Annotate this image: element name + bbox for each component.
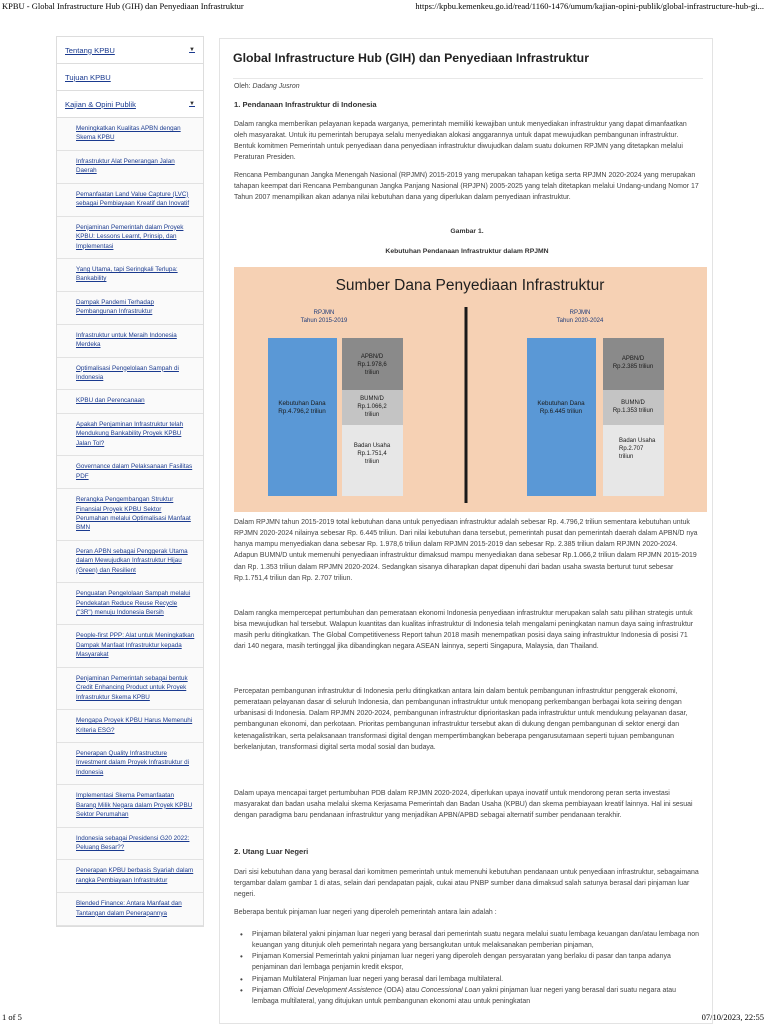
author-line bbox=[234, 81, 700, 92]
print-date: 07/10/2023, 22:55 bbox=[701, 1012, 764, 1022]
sidebar-link-item[interactable]: Penerapan Quality Infrastructure Investment dalam Proyek Infrastruktur di Indonesia bbox=[57, 743, 203, 785]
swasta-value: Rp.2.707 bbox=[619, 446, 644, 452]
sidebar-link-item[interactable]: Pemanfaatan Land Value Capture (LVC) sebagai Pembiayaan Kreatif dan Inovatif bbox=[57, 184, 203, 217]
sidebar-link-item[interactable]: Yang Utama, tapi Seringkali Terlupa: Bankability bbox=[57, 259, 203, 292]
kebutuhan-label: Kebutuhan Dana bbox=[278, 400, 326, 407]
sidebar-link-item[interactable]: Penjaminan Pemerintah dalam Proyek KPBU: Lessons Learnt, Prinsip, dan Implementasi bbox=[57, 217, 203, 259]
nav-tentang-label: Tentang KPBU bbox=[65, 45, 115, 55]
period-label: RPJMN bbox=[569, 310, 591, 316]
sidebar-link-item[interactable]: Governance dalam Pelaksanaan Fasilitas PDF bbox=[57, 456, 203, 489]
sidebar-link-item[interactable]: Apakah Penjaminan Infrastruktur telah Mendukung Bankability Proyek KPBU Jalan Tol? bbox=[57, 414, 203, 456]
bumn-value: Rp.1.353 triliun bbox=[612, 408, 654, 414]
list-item bbox=[240, 985, 700, 1007]
caret-down-icon[interactable]: ▼ bbox=[189, 47, 195, 53]
sidebar-link-item[interactable]: KPBU dan Perencanaan bbox=[57, 390, 203, 413]
apbn-label: APBN/D bbox=[360, 354, 384, 360]
nav-tujuan-kpbu[interactable] bbox=[57, 64, 203, 91]
bumn-label: BUMN/D bbox=[621, 400, 645, 406]
bumn-value: Rp.1.066,2 bbox=[357, 404, 387, 410]
kebutuhan-label: Kebutuhan Dana bbox=[537, 400, 585, 407]
kebutuhan-bar bbox=[527, 338, 596, 496]
period-label: Tahun 2015-2019 bbox=[300, 318, 348, 324]
loan-types-list bbox=[240, 929, 700, 1007]
sidebar-link-item[interactable]: Penerapan KPBU berbasis Syariah dalam rangka Pembiayaan Infrastruktur bbox=[57, 860, 203, 893]
list-item: • Pinjaman Komersial Pemerintah yakni pinjaman luar negeri yang diperoleh dengan persyaratan yang berlaku di pasar dan tanpa adanya penjaminan dari lembaga penjamin kredit ekspor, bbox=[240, 951, 700, 973]
nav-tentang-kpbu[interactable] bbox=[57, 37, 203, 64]
bumn-label: BUMN/D bbox=[360, 396, 384, 402]
figure-caption: Kebutuhan Pendanaan Infrastruktur dalam RPJMN bbox=[385, 248, 549, 255]
swasta-label: Badan Usaha bbox=[353, 443, 391, 449]
paragraph: Rencana Pembangunan Jangka Menengah Nasional (RPJMN) 2015-2019 yang merupakan tahapan ketiga serta RPJMN 2020-2024 yang merupakan tahapan keempat dari Rencana Pembangunan Jangka Panjang Nasional (RPJPN) 2005-2025 yang telah ditetapkan melalui Undang-undang Nomor 17 Tahun 2007 menampilkan akan adanya nilai kebutuhan dana yang diperlukan dalam penyediaan infrastruktur. bbox=[234, 172, 699, 202]
period-label: RPJMN bbox=[313, 310, 335, 316]
sidebar-link-item[interactable]: Optimalisasi Pengelolaan Sampah di Indonesia bbox=[57, 358, 203, 391]
sidebar-link-item[interactable]: Indonesia sebagai Presidensi G20 2022: Peluang Besar?? bbox=[57, 828, 203, 861]
swasta-label: Badan Usaha bbox=[619, 438, 656, 444]
sidebar-link-item[interactable]: Rerangka Pengembangan Struktur Finansial Proyek KPBU Sektor Perumahan melalui Optimalisasi Manfaat BMN bbox=[57, 489, 203, 541]
kebutuhan-value: Rp.4.796,2 triliun bbox=[278, 408, 326, 415]
print-page-title: KPBU - Global Infrastructure Hub (GIH) dan Penyediaan Infrastruktur bbox=[2, 1, 244, 11]
sidebar-nav bbox=[56, 36, 204, 927]
text-span: Pinjaman bbox=[252, 986, 283, 994]
swasta-segment bbox=[603, 425, 664, 496]
paragraph: Dalam rangka memberikan pelayanan kepada warganya, pemerintah memiliki kewajiban untuk menyediakan infrastruktur yang dapat dimanfaatkan oleh masyarakat. Untuk itu pemerintah berupaya selalu menyediakan alokasi anggarannya untuk dapat mewujudkan pembangunan infrastruktur. Bentuk komitmen Pemerintah untuk penyediaan dana penyediaan infrastruktur diwujudkan dalam suatu dokumen RPJMN yang ditetapkan melalui Peraturan Presiden. bbox=[234, 121, 687, 162]
sidebar-link-item[interactable]: Mengapa Proyek KPBU Harus Memenuhi Kriteria ESG? bbox=[57, 710, 203, 743]
paragraph: Dalam upaya mencapai target pertumbuhan PDB dalam RPJMN 2020-2024, diperlukan upaya inovatif untuk mendorong peran serta investasi masyarakat dan badan usaha melalui skema Kerjasama Pemerintah dan Badan Usaha (KPBU) dan skema pembiayaan kreatif lainnya. Hal ini sesuai dengan paradigma baru pendanaan infrastruktur yang menjadikan APBN/APBD sebagai alternatif sumber pendanaan terakhir. bbox=[234, 790, 693, 820]
page-title: Global Infrastructure Hub (GIH) dan Penyediaan Infrastruktur bbox=[233, 51, 703, 79]
article-panel bbox=[219, 38, 713, 1024]
print-page-number: 1 of 5 bbox=[2, 1012, 22, 1022]
apbn-value: Rp.1.978,6 bbox=[357, 362, 387, 368]
swasta-value: Rp.1.751,4 bbox=[357, 451, 387, 457]
list-item: • Pinjaman Multilateral Pinjaman luar negeri yang berasal dari lembaga multilateral. bbox=[240, 974, 700, 985]
paragraph: Beberapa bentuk pinjaman luar negeri yang diperoleh pemerintah antara lain adalah : bbox=[234, 909, 497, 916]
nav-kajian-opini[interactable] bbox=[57, 91, 203, 118]
sidebar-link-item[interactable]: Infrastruktur untuk Meraih Indonesia Merdeka bbox=[57, 325, 203, 358]
section-heading-1: 1. Pendanaan Infrastruktur di Indonesia bbox=[234, 100, 377, 109]
sidebar-link-item[interactable]: Penjaminan Pemerintah sebagai bentuk Credit Enhancing Product untuk Proyek Infrastruktur Skema KPBU bbox=[57, 668, 203, 710]
kajian-sub-list bbox=[57, 118, 203, 926]
sidebar-link-item[interactable]: Implementasi Skema Pemanfaatan Barang Milik Negara dalam Proyek KPBU Sektor Perumahan bbox=[57, 785, 203, 827]
funding-sources-figure bbox=[234, 267, 707, 512]
text-span: (ODA) atau bbox=[382, 986, 422, 994]
sidebar-link-item[interactable]: Dampak Pandemi Terhadap Pembangunan Infrastruktur bbox=[57, 292, 203, 325]
text-span: Concessional Loan bbox=[421, 986, 481, 994]
nav-tujuan-label: Tujuan KPBU bbox=[65, 72, 111, 82]
paragraph: Dalam rangka mempercepat pertumbuhan dan pemerataan ekonomi Indonesia penyediaan infrastruktur merupakan salah satu pilihan strategis untuk bisa mewujudkan hal tersebut. Walapun kuantitas dan kualitas infrastruktur di Indonesia telah mengalami peningkatan namun daya saing infrastruktur masih perlu ditingkatkan. The Global Competitiveness Report tahun 2018 masih menempatkan posisi daya saing infrastruktur Indonesia di posisi 71 dari 140 negara, masih tertinggal jika dibandingkan negara ASEAN lainnya, seperti Singapura, Malaysia, dan Thailand. bbox=[234, 610, 694, 651]
sidebar-link-item[interactable]: Penguatan Pengelolaan Sampah melalui Pendekatan Reduce Reuse Recycle ("3R") menuju Indonesia Bersih bbox=[57, 583, 203, 625]
text-span: Official Development Assistence bbox=[282, 986, 383, 994]
sidebar-link-item[interactable]: Infrastruktur Alat Penerangan Jalan Daerah bbox=[57, 151, 203, 184]
kebutuhan-value: Rp.6.445 triliun bbox=[539, 408, 583, 415]
figure-label: Gambar 1. bbox=[450, 228, 484, 235]
sidebar-link-item[interactable]: Blended Finance: Antara Manfaat dan Tantangan dalam Penerapannya bbox=[57, 893, 203, 926]
apbn-label: APBN/D bbox=[621, 356, 645, 362]
nav-kajian-label: Kajian & Opini Publik bbox=[65, 99, 136, 109]
section-heading-2: 2. Utang Luar Negeri bbox=[234, 847, 309, 856]
sidebar-link-item[interactable]: Meningkatkan Kualitas APBN dengan Skema KPBU bbox=[57, 118, 203, 151]
sidebar-link-item[interactable]: People-first PPP: Alat untuk Meningkatkan Dampak Manfaat Infrastruktur kepada Masyarakat bbox=[57, 625, 203, 667]
author-name: Dadang Jusron bbox=[252, 83, 300, 90]
bumn-unit: triliun bbox=[364, 412, 380, 418]
text-span: yakni pinjaman luar negeri yang berasal dari suatu negara atau lembaga multilateral, yang ditujukan untuk pembangunan ekonomi atau untuk peningkatan bbox=[252, 986, 676, 1005]
sidebar-link-item[interactable]: Peran APBN sebagai Penggerak Utama dalam Mewujudkan Infrastruktur Hijau (Green) dan Resilient bbox=[57, 541, 203, 583]
print-header bbox=[0, 0, 768, 14]
list-item: • Pinjaman bilateral yakni pinjaman luar negeri yang berasal dari pemerintah suatu negara melalui suatu lembaga keuangan dan/atau lembaga non keuangan yang ditunjuk oleh pemerintah negara yang bersangkutan untuk melaksanakan pemberian pinjaman, bbox=[240, 929, 700, 951]
period-label: Tahun 2020-2024 bbox=[556, 318, 604, 324]
author-label: Oleh: bbox=[234, 83, 251, 90]
swasta-unit: triliun bbox=[364, 459, 380, 465]
paragraph: Percepatan pembangunan infrastruktur di Indonesia perlu ditingkatkan antara lain dalam bentuk pembangunan infrastruktur penggerak ekonomi, pemerataan pelayanan dasar di seluruh Indonesia, dan pembangunan infrastruktur untuk menopang perkembangan berbagai kota seiring dengan urbanisasi di Indonesia. Dalam RPJMN 2020-2024, pembangunan infrastruktur diprioritaskan pada infrastruktur untuk mendukung pelayanan dasar, pembangunan ekonomi, dan perkotaan. Prioritas pembangunan infrastruktur tersebut akan di dukung dengan pembangunan di sektor energi dan ketenagalistrikan, serta pelaksanaan transformasi digital dengan mempertimbangkan beberapa pengarusutamaan seperti tujuan pembangunan berkelanjutan, transformasi digital serta modal sosial dan budaya. bbox=[234, 688, 688, 751]
swasta-unit: triliun bbox=[619, 454, 634, 460]
apbn-unit: triliun bbox=[364, 370, 380, 376]
paragraph: Dalam RPJMN tahun 2015-2019 total kebutuhan dana untuk penyediaan infrastruktur adalah sebesar Rp. 4.796,2 triliun sementara kebutuhan untuk RPJMN 2020-2024 nilainya sebesar Rp. 6.445 triliun. Dari nilai kebutuhan dana tersebut, pemerintah pusat dan pemerintah daerah dalam APBN/D nya hanya mampu menyediakan dana sebesar Rp. 1.978,6 triliun dalam RPJMN 2015-2019 dan sebesar Rp. 2.385 triliun dalam RPJMN 2020-2024. Adapun BUMN/D untuk memenuhi penyediaan infrastruktur dimaksud mampu menyediakan dana sebesar Rp.1.066,2 triliun dalam RPJMN 2015-2019 dan Rp. 1.353 triliun dalam RPJMN 2020-2024. Sedangkan sisanya diharapkan dapat dipenuhi dari badan usaha swasta berturut turut sebesar Rp.1.751,4 triliun dan Rp. 2.707 triliun. bbox=[234, 519, 698, 582]
paragraph: Dari sisi kebutuhan dana yang berasal dari komitmen pemerintah untuk memenuhi kebutuhan pendanaan untuk penyediaan infrastruktur, sebagaimana tergambar dalam gambar 1 di atas, selain dari pendapatan pajak, cukai atau PNBP sumber dana dimaksud salah satunya berasal dari pinjaman luar negeri. bbox=[234, 869, 699, 899]
kebutuhan-bar bbox=[268, 338, 337, 496]
figure-title: Sumber Dana Penyediaan Infrastruktur bbox=[335, 277, 605, 294]
apbn-value: Rp.2.385 triliun bbox=[612, 364, 654, 370]
print-page-url: https://kpbu.kemenkeu.go.id/read/1160-1476/umum/kajian-opini-publik/global-infrastructure-hub-gi... bbox=[415, 1, 764, 11]
caret-down-icon[interactable]: ▼ bbox=[189, 101, 195, 107]
